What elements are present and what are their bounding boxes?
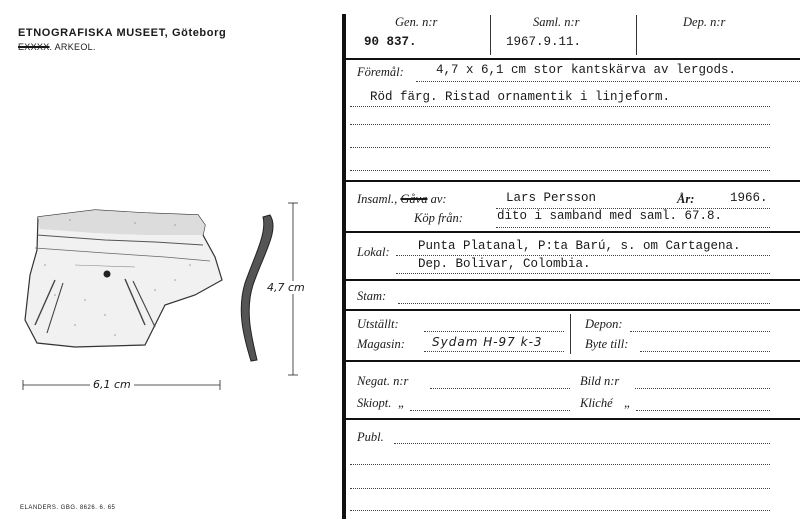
depon-sep [570, 314, 571, 354]
ar-label: År: [677, 192, 695, 206]
lokal-line-1: Punta Platanal, P:ta Barú, s. om Cartagena. [418, 239, 741, 253]
saml-label: Saml. n:r [533, 15, 580, 29]
insaml-label-struck: Gåva [400, 192, 428, 206]
printer-imprint: ELANDERS. GBG. 8626. 6. 65 [20, 505, 116, 511]
gen-label: Gen. n:r [395, 15, 438, 29]
insaml-label-suffix: av: [430, 192, 447, 206]
skiopt-value: „ [398, 395, 404, 410]
bild-label: Bild n:r [580, 374, 620, 388]
dep-label: Dep. n:r [683, 15, 726, 29]
header-rule [346, 58, 800, 60]
department-label: . ARKEOL. [49, 42, 96, 52]
insaml-label-prefix: Insaml., [357, 192, 398, 206]
magasin-label: Magasin: [357, 337, 405, 351]
utstallt-label: Utställt: [357, 317, 399, 331]
insaml-label [357, 192, 447, 207]
saml-value: 1967.9.11. [506, 35, 582, 49]
kliche-label: Kliché [580, 396, 613, 410]
lokal-label: Lokal: [357, 245, 390, 259]
card-border [342, 14, 346, 519]
width-label: 6,1 cm [90, 378, 134, 391]
publ-label: Publ. [357, 430, 384, 444]
ar-value: 1966. [730, 191, 768, 205]
header-sep-1 [490, 15, 491, 55]
department [18, 42, 96, 52]
skiopt-label: Skiopt. [357, 396, 392, 410]
museum-name: ETNOGRAFISKA MUSEET, Göteborg [18, 27, 227, 39]
lokal-line-2: Dep. Bolivar, Colombia. [418, 257, 591, 271]
kliche-value: „ [624, 395, 630, 410]
kop-label: Köp från: [414, 211, 463, 225]
gen-value: 90 837. [364, 35, 417, 49]
sherd-sketch [15, 195, 345, 395]
insaml-value: Lars Persson [506, 191, 597, 205]
depon-label: Depon: [585, 317, 623, 331]
height-label: 4,7 cm [267, 281, 305, 294]
negat-label: Negat. n:r [357, 374, 409, 388]
byte-label: Byte till: [585, 337, 629, 351]
department-struck: EXXXX [18, 42, 50, 52]
kop-value: dito i samband med saml. 67.8. [497, 209, 723, 223]
foremal-line-1: 4,7 x 6,1 cm stor kantskärva av lergods. [436, 63, 737, 77]
foremal-line-2: Röd färg. Ristad ornamentik i linjeform. [370, 90, 671, 104]
stam-label: Stam: [357, 289, 387, 303]
header-sep-2 [636, 15, 637, 55]
foremal-label: Föremål: [357, 65, 404, 79]
magasin-value: Sydam H-97 k-3 [432, 335, 543, 349]
